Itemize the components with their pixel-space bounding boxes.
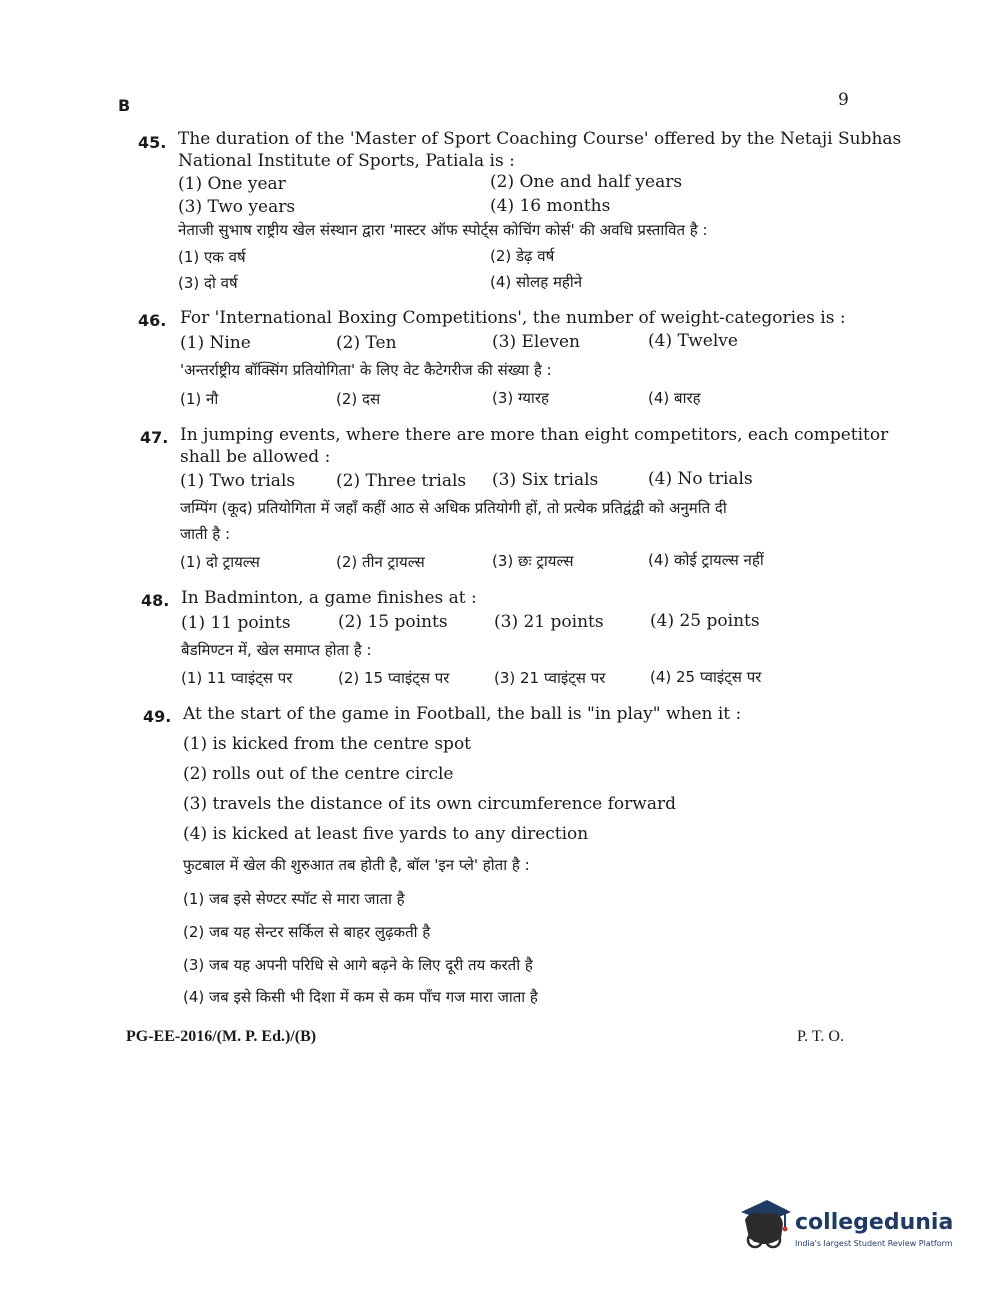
option-1: (1) One year [178,174,286,194]
option-2-hindi: (2) 15 प्वाइंट्स पर [338,669,450,687]
option-1-hindi: (1) दो ट्रायल्स [180,553,260,571]
option-3-hindi: (3) दो वर्ष [178,274,238,292]
mascot-icon [737,1198,793,1256]
question-text-hindi: नेताजी सुभाष राष्ट्रीय खेल संस्थान द्वारा 'मास्टर ऑफ स्पोर्ट्स कोचिंग कोर्स' की अवधि प्रस्तावित है : [178,221,708,239]
option-1: (1) Nine [180,333,251,353]
question-number: 49. [143,707,172,726]
question-text-hindi: बैडमिण्टन में, खेल समाप्त होता है : [181,641,372,659]
question-text-hindi: जम्पिंग (कूद) प्रतियोगिता में जहाँ कहीं आठ से अधिक प्रतियोगी हों, तो प्रत्येक प्रतिद्वंद्वी को अनुमति दी [180,499,727,517]
option-4-hindi: (4) बारह [648,389,701,407]
option-3-hindi: (3) ग्यारह [492,389,549,407]
option-3: (3) Two years [178,197,296,217]
question-text-hindi: फुटबाल में खेल की शुरुआत तब होती है, बॉल 'इन प्ले' होता है : [183,856,530,874]
option-2: (2) One and half years [490,172,683,192]
option-4: (4) No trials [648,469,753,489]
question-number: 48. [141,591,170,610]
option-4-hindi: (4) सोलह महीने [490,273,583,291]
question-number: 47. [140,428,169,447]
option-1-hindi: (1) 11 प्वाइंट्स पर [181,669,293,687]
option-1-hindi: (1) जब इसे सेण्टर स्पॉट से मारा जाता है [183,890,405,908]
question-number: 45. [138,133,167,152]
option-2: (2) Three trials [336,471,467,491]
page-number: 9 [838,90,849,110]
question-text: In jumping events, where there are more than eight competitors, each competitor [180,425,889,445]
option-3: (3) Six trials [492,470,599,490]
option-2: (2) Ten [336,333,397,353]
question-text: At the start of the game in Football, the ball is "in play" when it : [183,704,742,724]
option-2-hindi: (2) तीन ट्रायल्स [336,553,425,571]
question-number: 46. [138,311,167,330]
option-1: (1) is kicked from the centre spot [183,734,472,754]
paper-code: PG-EE-2016/(M. P. Ed.)/(B) [126,1028,317,1045]
option-3-hindi: (3) 21 प्वाइंट्स पर [494,669,606,687]
option-2-hindi: (2) दस [336,390,381,408]
option-2-hindi: (2) डेढ़ वर्ष [490,247,555,265]
pto-label: P. T. O. [797,1028,844,1045]
question-text-hindi-cont: जाती है : [180,525,231,543]
question-text: The duration of the 'Master of Sport Coaching Course' offered by the Netaji Subhas [178,129,902,149]
option-3-hindi: (3) जब यह अपनी परिधि से आगे बढ़ने के लिए दूरी तय करती है [183,956,533,974]
option-4: (4) 16 months [490,196,611,216]
collegedunia-logo [737,1198,957,1258]
logo-tagline: India's largest Student Review Platform [795,1239,953,1248]
option-2-hindi: (2) जब यह सेन्टर सर्किल से बाहर लुढ़कती है [183,923,431,941]
option-1: (1) Two trials [180,471,296,491]
option-4-hindi: (4) कोई ट्रायल्स नहीं [648,551,764,569]
option-4-hindi: (4) जब इसे किसी भी दिशा में कम से कम पाँच गज मारा जाता है [183,988,538,1006]
set-label: B [118,96,131,115]
question-text: In Badminton, a game finishes at : [181,588,477,608]
option-3: (3) 21 points [494,612,604,632]
option-2: (2) rolls out of the centre circle [183,764,454,784]
option-1-hindi: (1) नौ [180,390,219,408]
option-4-hindi: (4) 25 प्वाइंट्स पर [650,668,762,686]
question-text: For 'International Boxing Competitions', the number of weight-categories is : [180,308,846,328]
option-2: (2) 15 points [338,612,448,632]
option-4: (4) 25 points [650,611,760,631]
option-3: (3) travels the distance of its own circumference forward [183,794,676,814]
option-4: (4) is kicked at least five yards to any direction [183,824,589,844]
option-1-hindi: (1) एक वर्ष [178,248,246,266]
logo-name: collegedunia [795,1210,954,1235]
question-text-cont: shall be allowed : [180,447,331,467]
option-4: (4) Twelve [648,331,738,351]
option-1: (1) 11 points [181,613,291,633]
option-3-hindi: (3) छः ट्रायल्स [492,552,574,570]
question-text-cont: National Institute of Sports, Patiala is : [178,151,515,171]
question-text-hindi: 'अन्तर्राष्ट्रीय बॉक्सिंग प्रतियोगिता' के लिए वेट कैटेगरीज की संख्या है : [180,361,552,379]
option-3: (3) Eleven [492,332,581,352]
